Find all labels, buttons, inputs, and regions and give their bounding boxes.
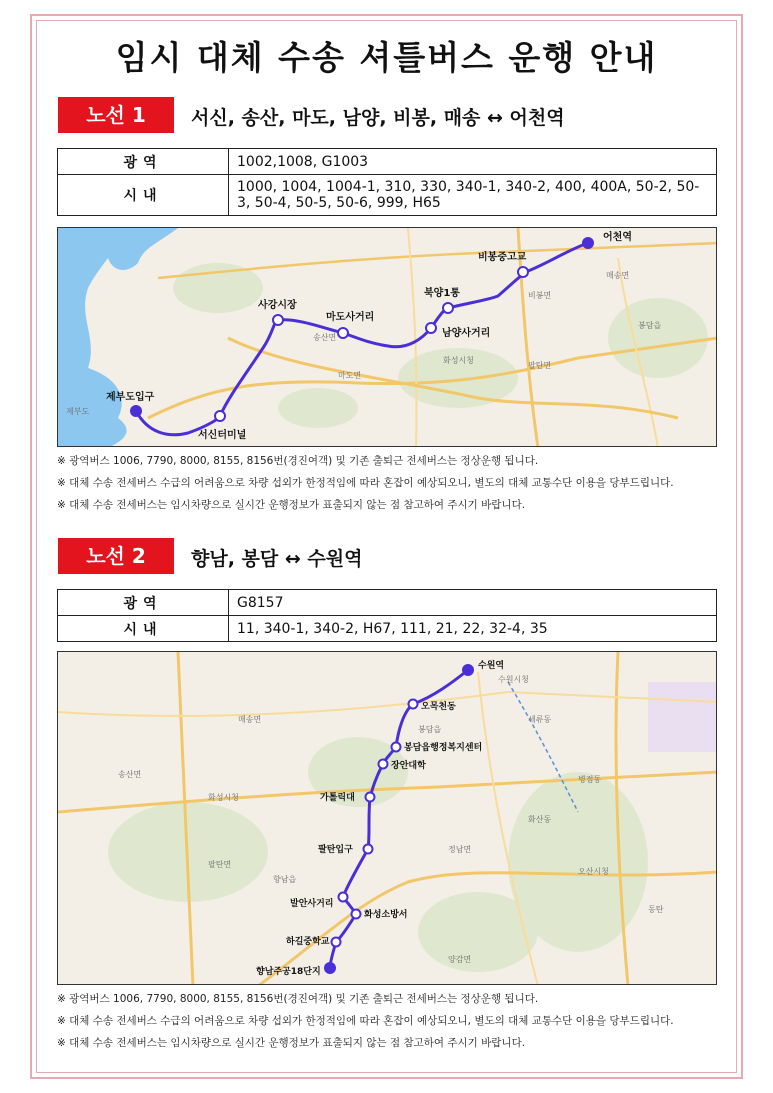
place-label: 세류동: [528, 715, 552, 724]
stop-marker[interactable]: [443, 303, 453, 313]
place-label: 화산동: [528, 815, 552, 824]
place-label: 향남읍: [273, 875, 297, 884]
place-label: 봉담읍: [638, 321, 662, 330]
stop-marker[interactable]: [339, 893, 348, 902]
row-key: 광역: [58, 590, 229, 616]
stop-marker[interactable]: [338, 328, 348, 338]
stop-marker-start[interactable]: [130, 405, 142, 417]
stop-label: 서신터미널: [198, 430, 247, 441]
row-value: G8157: [229, 590, 717, 616]
place-label: 송산면: [313, 333, 337, 342]
table-row: [58, 149, 717, 175]
stop-label: 마도사거리: [326, 312, 375, 323]
stop-label: 제부도입구: [106, 392, 155, 403]
stop-marker[interactable]: [215, 411, 225, 421]
place-label: 매송면: [238, 715, 262, 724]
place-label: 화성시청: [443, 356, 474, 365]
stop-marker[interactable]: [426, 323, 436, 333]
route1-map[interactable]: [57, 227, 717, 447]
place-label: 제부도: [66, 407, 90, 416]
note-line: ※ 대체 수송 전세버스는 임시차량으로 실시간 운행정보가 표출되지 않는 점 참고하여 주시기 바랍니다.: [57, 1037, 526, 1049]
route2-badge: 노선 2: [58, 538, 174, 574]
row-value: 11, 340-1, 340-2, H67, 111, 21, 22, 32-4, 35: [229, 616, 717, 642]
stop-marker-end[interactable]: [582, 237, 594, 249]
route1-bus-table: [57, 148, 717, 216]
stop-label: 화성소방서: [364, 910, 408, 920]
place-label: 매송면: [606, 271, 630, 280]
route2-title: 향남, 봉담 ↔ 수원역: [191, 548, 363, 570]
row-key: 시내: [58, 175, 229, 216]
place-label: 오산시청: [578, 867, 609, 876]
terrain: [608, 298, 708, 378]
stop-marker-end[interactable]: [462, 664, 474, 676]
stop-marker[interactable]: [409, 700, 418, 709]
place-label: 팔탄면: [208, 860, 232, 869]
stop-label: 남양사거리: [442, 328, 491, 339]
note-line: ※ 대체 수송 전세버스는 임시차량으로 실시간 운행정보가 표출되지 않는 점 참고하여 주시기 바랍니다.: [57, 499, 526, 511]
place-label: 화성시청: [208, 793, 239, 802]
stop-label: 팔탄입구: [318, 845, 353, 855]
terrain: [278, 388, 358, 428]
note-line: ※ 대체 수송 전세버스 수급의 어려움으로 차량 섭외가 한정적임에 따라 혼잡이 예상되오니, 별도의 대체 교통수단 이용을 당부드립니다.: [57, 477, 674, 489]
place-label: 정남면: [448, 845, 472, 854]
table-row: [58, 616, 717, 642]
stop-label: 장안대학: [391, 761, 426, 771]
route1-title: 서신, 송산, 마도, 남양, 비봉, 매송 ↔ 어천역: [191, 107, 565, 129]
stop-label: 하길중학교: [286, 937, 330, 947]
stop-label: 북양1통: [424, 288, 460, 299]
row-key: 시내: [58, 616, 229, 642]
stop-marker[interactable]: [273, 315, 283, 325]
note-line: ※ 대체 수송 전세버스 수급의 어려움으로 차량 섭외가 한정적임에 따라 혼잡이 예상되오니, 별도의 대체 교통수단 이용을 당부드립니다.: [57, 1015, 674, 1027]
note-line: ※ 광역버스 1006, 7790, 8000, 8155, 8156번(경진여객) 및 기존 출퇴근 전세버스는 정상운행 됩니다.: [57, 455, 539, 467]
terrain: [418, 892, 538, 972]
place-label: 양감면: [448, 955, 472, 964]
stop-marker[interactable]: [392, 743, 401, 752]
table-row: [58, 175, 717, 216]
page-title: 임시 대체 수송 셔틀버스 운행 안내: [115, 38, 658, 77]
stop-marker[interactable]: [352, 910, 361, 919]
place-label: 병점동: [578, 775, 602, 784]
row-key: 광역: [58, 149, 229, 175]
stop-marker[interactable]: [364, 845, 373, 854]
stop-label: 사강시장: [258, 300, 297, 311]
place-label: 동탄: [648, 905, 664, 914]
place-label: 수원시청: [498, 675, 529, 684]
route2-map[interactable]: [57, 651, 717, 985]
stop-label: 비봉중고교: [478, 252, 527, 263]
stop-label: 오목천동: [421, 702, 456, 712]
route1-notes: [57, 450, 674, 516]
urban-area: [648, 682, 717, 752]
row-value: 1002,1008, G1003: [229, 149, 717, 175]
place-label: 팔탄면: [528, 361, 552, 370]
stop-label: 향남주공18단지: [256, 967, 321, 977]
route2-notes: [57, 988, 674, 1054]
note-line: ※ 광역버스 1006, 7790, 8000, 8155, 8156번(경진여객) 및 기존 출퇴근 전세버스는 정상운행 됩니다.: [57, 993, 539, 1005]
place-label: 비봉면: [528, 291, 552, 300]
route2-bus-table: [57, 589, 717, 642]
terrain: [173, 263, 263, 313]
table-row: [58, 590, 717, 616]
stop-label: 발안사거리: [290, 899, 334, 909]
route1-badge: 노선 1: [58, 97, 174, 133]
stop-marker[interactable]: [518, 267, 528, 277]
stop-label: 어천역: [603, 232, 632, 243]
stop-marker[interactable]: [332, 938, 341, 947]
stop-marker[interactable]: [379, 760, 388, 769]
place-label: 마도면: [338, 371, 362, 380]
stop-marker-start[interactable]: [324, 962, 336, 974]
stop-label: 가톨릭대: [320, 793, 355, 803]
place-label: 봉담읍: [418, 725, 442, 734]
stop-label: 봉담읍행정복지센터: [404, 743, 483, 753]
stop-marker[interactable]: [366, 793, 375, 802]
stop-label: 수원역: [478, 661, 505, 671]
place-label: 송산면: [118, 770, 142, 779]
row-value: 1000, 1004, 1004-1, 310, 330, 340-1, 340-2, 400, 400A, 50-2, 50-3, 50-4, 50-5, 50-6, 999, H65: [229, 175, 717, 216]
